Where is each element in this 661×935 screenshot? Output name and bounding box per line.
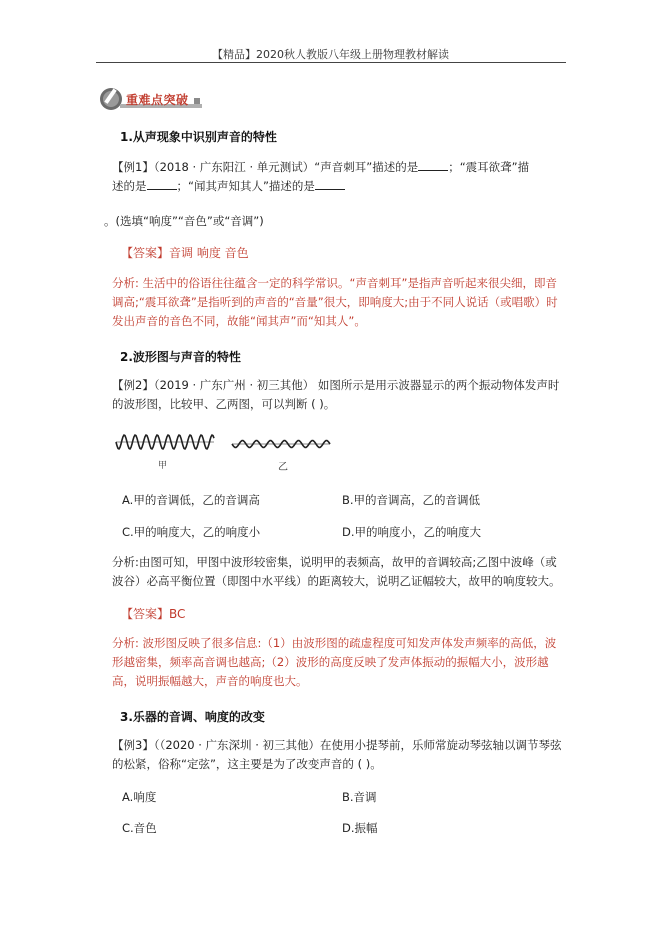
page-header: 【精品】2020秋人教版八年级上册物理教材解读 <box>212 48 449 61</box>
badge-label: 重难点突破 <box>126 93 189 107</box>
example1-line1a: （2018 · 广东阳江 · 单元测试）“声音刺耳”描述的是 <box>153 160 419 174</box>
waveform-b <box>232 441 330 448</box>
example2-text <box>112 376 567 414</box>
example3-text <box>112 736 567 774</box>
answer2-text: BC <box>169 607 186 621</box>
answer2-tag: 【答案】 <box>121 607 170 621</box>
answer-blank[interactable] <box>418 158 448 171</box>
section-badge <box>98 86 208 112</box>
example3-body: （（2020 · 广东深圳 · 初三其他）在使用小提琴前，乐师常旋动琴弦轴以调节琴弦的松紧，俗称“定弦”，这主要是为了改变声音的 ( )。 <box>112 738 562 771</box>
waveform-figure <box>110 426 340 474</box>
option3-b[interactable]: B.音调 <box>342 790 377 804</box>
waveform-a-label: 甲 <box>158 461 168 471</box>
option-b[interactable]: B.甲的音调高，乙的音调低 <box>342 493 481 507</box>
example1-line1b: ；“震耳欲聋”描 <box>448 160 530 174</box>
analysis1: 分析: 生活中的俗语往往蕴含一定的科学常识。“声音刺耳”是指声音听起来很尖细，即音调高;“震耳欲聋”是指听到的声音的“音量”很大，即响度大;由于不同人说话（或唱歌）时发出声音的音色不同，故能“闻其声”而“知其人”。 <box>112 276 558 328</box>
example1-text <box>112 158 567 196</box>
waveform-b-label: 乙 <box>278 462 288 473</box>
option-d[interactable]: D.甲的响度小，乙的响度大 <box>342 525 482 539</box>
answer-blank[interactable] <box>315 177 345 190</box>
option-c[interactable]: C.甲的响度大，乙的响度小 <box>122 525 261 539</box>
example1-line2a: 述的是 <box>112 179 147 193</box>
analysis2b: 分析: 波形图反映了很多信息:（1）由波形图的疏虚程度可知发声体发声频率的高低，波形越密集，频率高音调也越高;（2）波形的高度反映了发声体振动的振幅大小，波形越高，说明振幅越大，声音的响度也大。 <box>112 636 557 688</box>
example1-line2b: ；“闻其声知其人”描述的是 <box>176 179 315 193</box>
header-divider <box>96 62 566 63</box>
option3-c[interactable]: C.音色 <box>122 821 157 835</box>
option3-a[interactable]: A.响度 <box>122 790 157 804</box>
answer1-tag: 【答案】 <box>121 246 170 260</box>
answer1-text: 音调 响度 音色 <box>169 246 249 260</box>
example3-tag: 【例3】 <box>112 738 154 752</box>
example1-line3: 。(选填“响度”“音色”或“音调”) <box>104 214 264 228</box>
option3-d[interactable]: D.振幅 <box>342 821 378 835</box>
example1-tag: 【例1】 <box>112 160 154 174</box>
answer1 <box>121 244 249 261</box>
section2-heading: 2.波形图与声音的特性 <box>120 350 241 364</box>
option-a[interactable]: A.甲的音调低，乙的音调高 <box>122 493 260 507</box>
answer2 <box>121 605 185 622</box>
analysis2a: 分析:由图可知，甲图中波形较密集，说明甲的表频高，故甲的音调较高;乙图中波峰（或波谷）必高平衡位置（即图中水平线）的距离较大，说明乙证幅较大，故甲的响度较大。 <box>112 555 561 588</box>
section3-heading: 3.乐器的音调、响度的改变 <box>120 710 265 724</box>
example2-tag: 【例2】 <box>112 378 154 392</box>
example2-body: （2019 · 广东广州 · 初三其他） 如图所示是用示波器显示的两个振动物体发声时的波形图，比较甲、乙两图，可以判断 ( )。 <box>112 378 560 411</box>
section1-heading: 1.从声现象中识别声音的特性 <box>120 130 277 144</box>
answer-blank[interactable] <box>147 177 177 190</box>
